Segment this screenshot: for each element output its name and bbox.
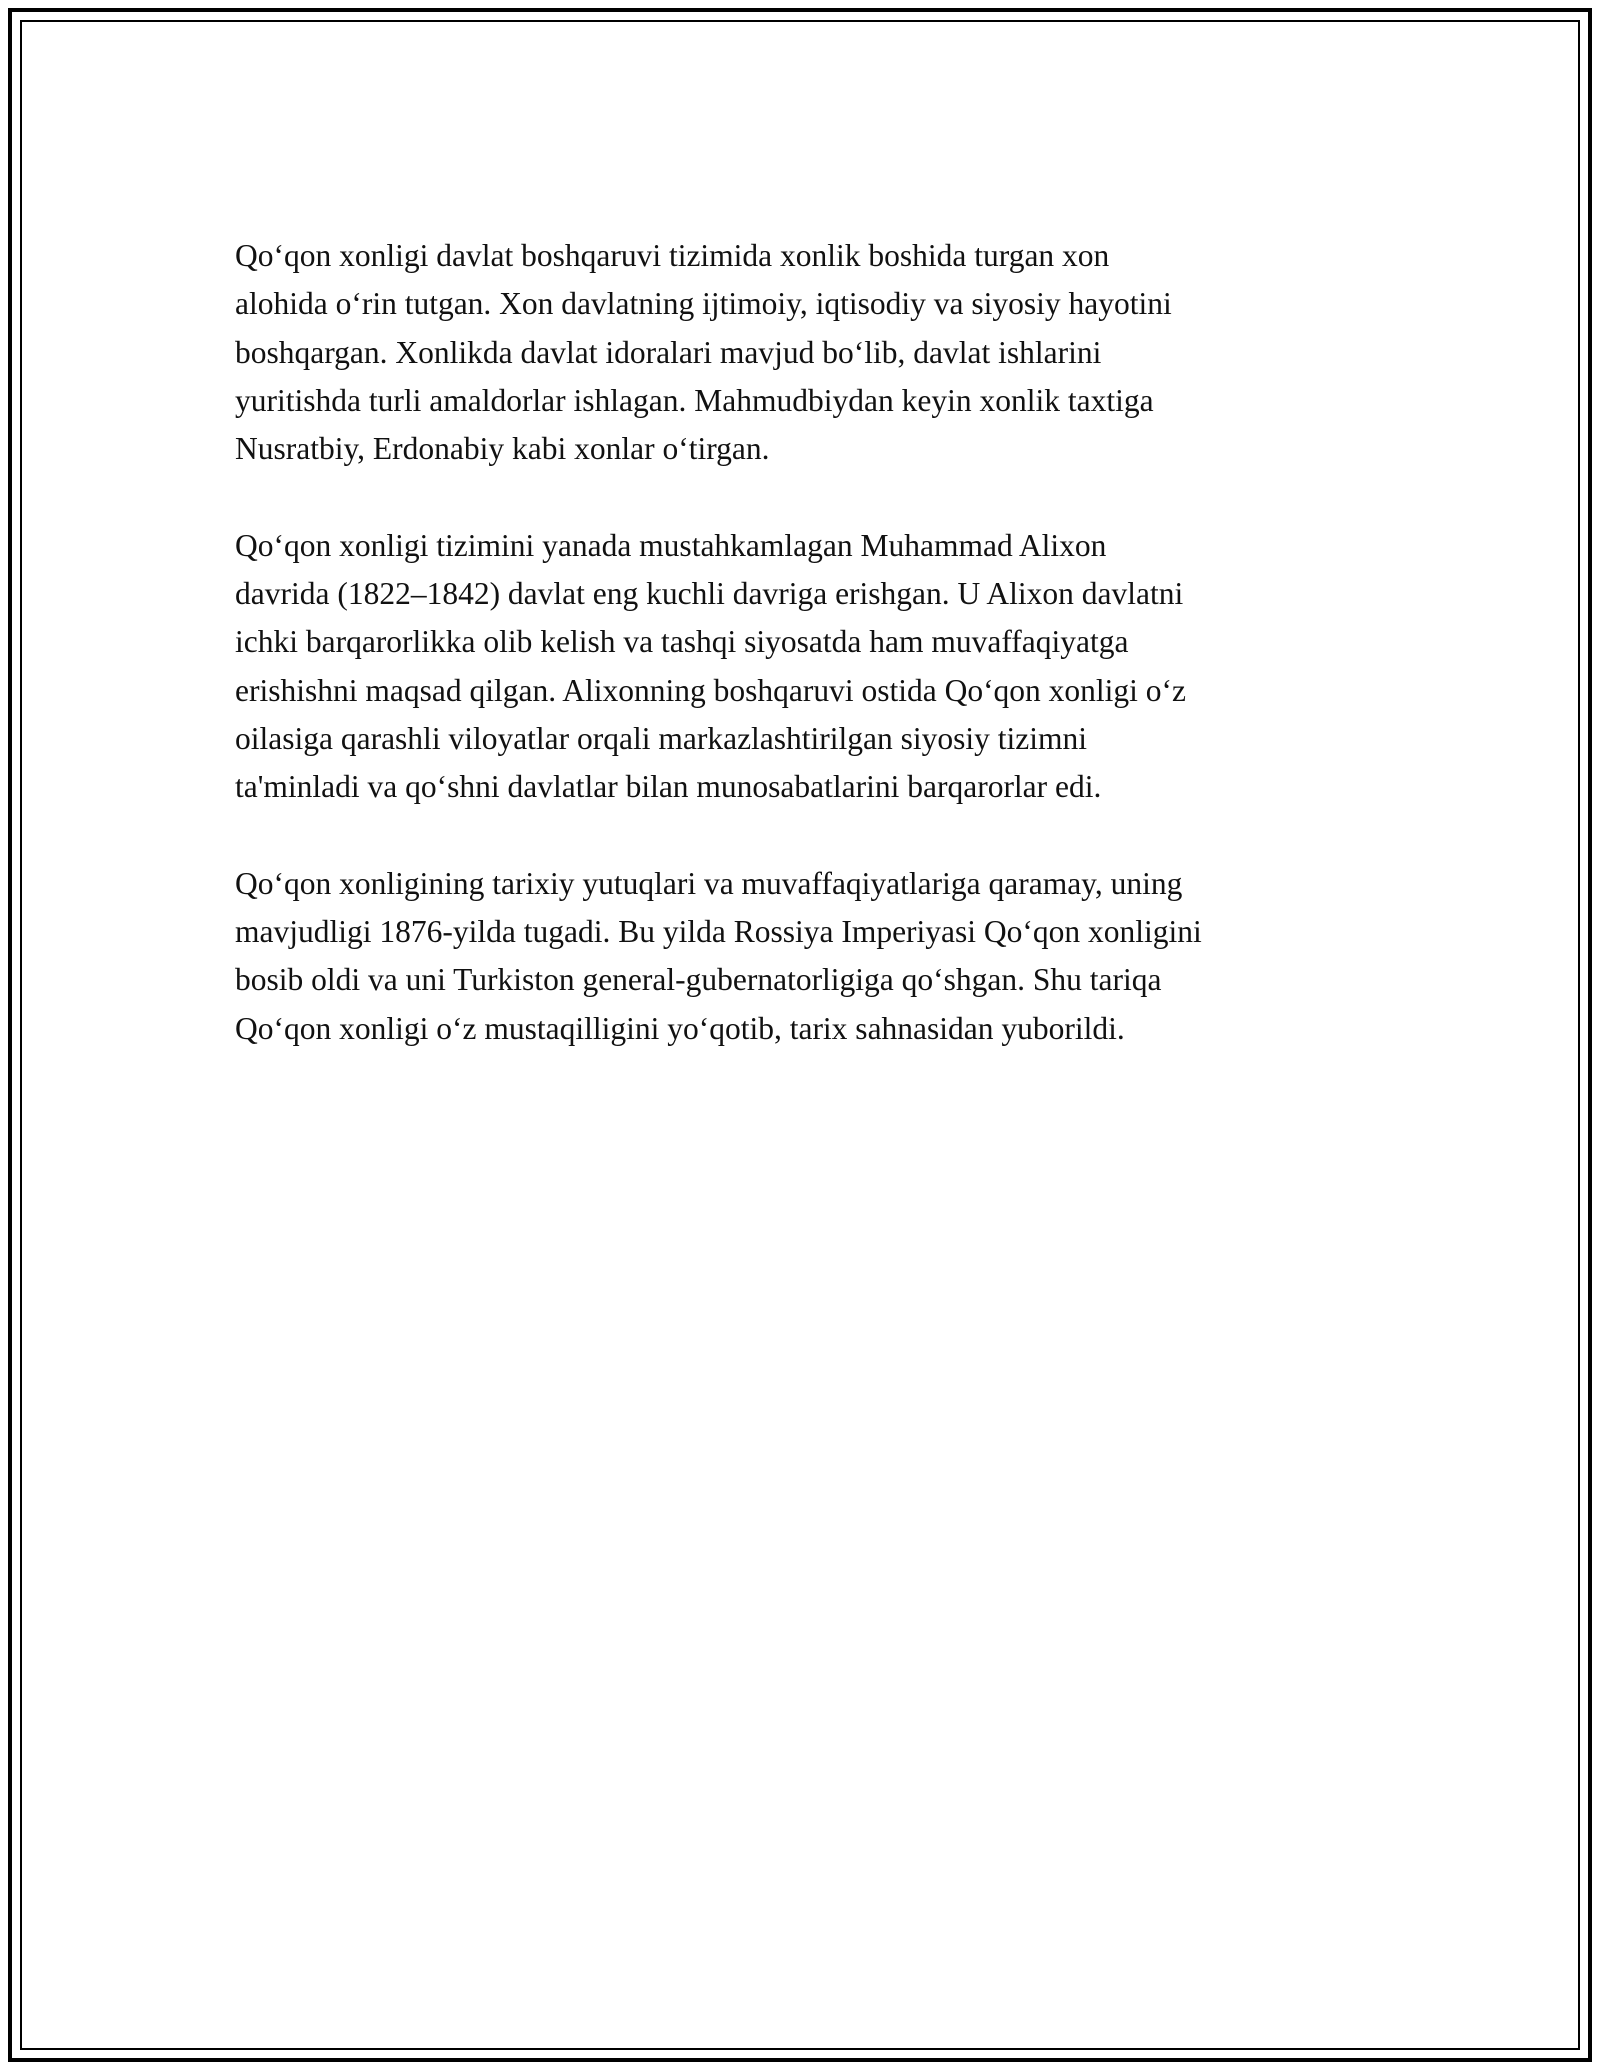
text-line: Qo‘qon xonligi davlat boshqaruvi tizimida xonlik boshida turgan xon [235,238,1110,273]
text-line: ta'minladi va qo‘shni davlatlar bilan munosabatlarini barqarorlar edi. [235,769,1102,805]
text-line: bosib oldi va uni Turkiston general-gubernatorligiga qo‘shgan. Shu tariqa [235,962,1162,998]
paragraph-3 [235,860,1375,1053]
text-line: Qo‘qon xonligi tizimini yanada mustahkamlagan Muhammad Alixon [235,527,1107,563]
text-line: ichki barqarorlikka olib kelish va tashqi siyosatda ham muvaffaqiyatga [235,624,1129,660]
text-line: oilasiga qarashli viloyatlar orqali markazlashtirilgan siyosiy tizimni [235,720,1088,756]
document-body [235,232,1375,1101]
text-line: erishishni maqsad qilgan. Alixonning boshqaruvi ostida Qo‘qon xonligi o‘z [235,672,1187,708]
paragraph-2 [235,522,1375,812]
text-line: boshqargan. Xonlikda davlat idoralari mavjud bo‘lib, davlat ishlarini [235,334,1102,370]
paragraph-1 [235,232,1375,473]
text-line: alohida o‘rin tutgan. Xon davlatning ijtimoiy, iqtisodiy va siyosiy hayotini [235,286,1172,322]
text-line: mavjudligi 1876-yilda tugadi. Bu yilda Rossiya Imperiyasi Qo‘qon xonligini [235,914,1202,950]
text-line: Qo‘qon xonligining tarixiy yutuqlari va muvaffaqiyatlariga qaramay, uning [235,865,1183,901]
text-line: Qo‘qon xonligi o‘z mustaqilligini yo‘qotib, tarix sahnasidan yuborildi. [235,1010,1125,1046]
text-line: davrida (1822–1842) davlat eng kuchli davriga erishgan. U Alixon davlatni [235,576,1184,612]
text-line: yuritishda turli amaldorlar ishlagan. Mahmudbiydan keyin xonlik taxtiga [235,382,1154,418]
text-line: Nusratbiy, Erdonabiy kabi xonlar o‘tirgan. [235,431,770,467]
